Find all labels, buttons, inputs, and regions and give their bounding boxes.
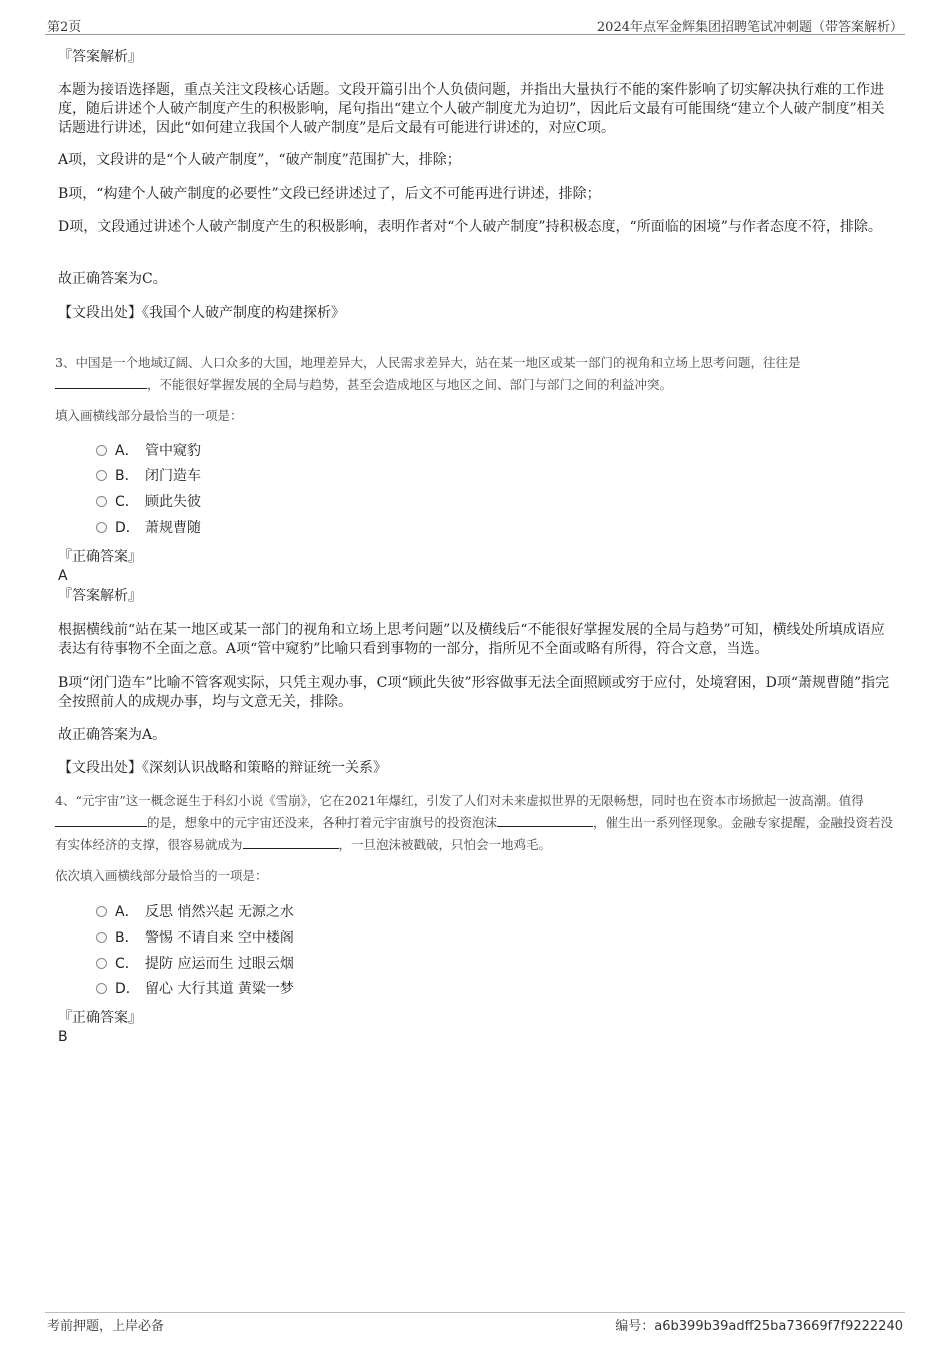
q4-prompt: 依次填入画横线部分最恰当的一项是： [55, 868, 268, 883]
q3-blank [55, 376, 147, 389]
page-number: 第2页 [47, 20, 82, 35]
option-letter: D． [115, 981, 140, 997]
q4-stem [55, 790, 900, 856]
q2-analysis-heading: 『答案解析』 [58, 49, 142, 65]
q3-option-a[interactable] [96, 442, 201, 460]
q3-analysis-heading: 『答案解析』 [58, 588, 142, 604]
option-text: 警惕 不请自来 空中楼阁 [145, 930, 294, 946]
option-text: 闭门造车 [145, 468, 201, 484]
option-text: 留心 大行其道 黄粱一梦 [145, 981, 294, 997]
q4-option-b[interactable] [96, 929, 294, 947]
q3-option-b[interactable] [96, 467, 201, 485]
q2-analysis-paragraph-2: A项，文段讲的是“个人破产制度”，“破产制度”范围扩大，排除； [58, 152, 461, 168]
q2-analysis-paragraph-4: D项，文段通过讲述个人破产制度产生的积极影响，表明作者对“个人破产制度”持积极态度，“所面临的困境”与作者态度不符，排除。 [58, 219, 882, 235]
option-text: 萧规曹随 [145, 520, 201, 536]
option-text: 反思 悄然兴起 无源之水 [145, 904, 294, 920]
page-header [45, 12, 905, 35]
q4-option-a[interactable] [96, 903, 294, 921]
radio-icon[interactable] [96, 958, 107, 969]
q4-answer: B [58, 1029, 68, 1045]
q4-blank-1 [55, 814, 147, 827]
option-letter: C． [115, 956, 139, 972]
radio-icon[interactable] [96, 445, 107, 456]
option-text: 管中窥豹 [145, 443, 201, 459]
document-id: 编号：a6b399b39adff25ba73669f7f9222240 [615, 1319, 903, 1334]
option-text: 提防 应运而生 过眼云烟 [145, 956, 294, 972]
page-footer [45, 1312, 905, 1343]
option-text: 顾此失彼 [145, 494, 201, 510]
q2-analysis-paragraph-3: B项，“构建个人破产制度的必要性”文段已经讲述过了，后文不可能再进行讲述，排除； [58, 186, 601, 202]
q3-analysis-paragraph-2: B项“闭门造车”比喻不管客观实际，只凭主观办事，C项“顾此失彼”形容做事无法全面照顾或穷于应付，处境窘困，D项“萧规曹随”指完全按照前人的成规办事，均与文意无关，排除。 [58, 675, 890, 710]
option-letter: A． [115, 904, 139, 920]
q4-answer-heading: 『正确答案』 [58, 1010, 142, 1026]
q3-analysis-paragraph-1: 根据横线前“站在某一地区或某一部门的视角和立场上思考问题”以及横线后“不能很好掌握发展的全局与趋势”可知，横线处所填成语应表达有待事物不全面之意。A项“管中窥豹”比喻只看到事物的一部分，指所见不全面或略有所得，符合文意，当选。 [58, 622, 885, 657]
q3-stem-part-2: ，不能很好掌握发展的全局与趋势，甚至会造成地区与地区之间、部门与部门之间的利益冲突。 [147, 377, 673, 392]
q4-blank-3 [243, 836, 339, 849]
q4-option-c[interactable] [96, 955, 294, 973]
option-letter: D． [115, 520, 140, 536]
radio-icon[interactable] [96, 522, 107, 533]
radio-icon[interactable] [96, 932, 107, 943]
option-letter: B． [115, 468, 139, 484]
option-letter: B． [115, 930, 139, 946]
q3-conclusion: 故正确答案为A。 [58, 727, 167, 743]
q3-answer-heading: 『正确答案』 [58, 549, 142, 565]
footer-slogan: 考前押题，上岸必备 [47, 1319, 165, 1334]
q4-stem-part-4: ，一旦泡沫被戳破，只怕会一地鸡毛。 [338, 837, 552, 852]
radio-icon[interactable] [96, 470, 107, 481]
q4-stem-part-3: ，催生出一系列怪现象。金融专家提醒，金融投资若没有实体经济的支撑，很容易就成为 [55, 815, 894, 852]
radio-icon[interactable] [96, 906, 107, 917]
radio-icon[interactable] [96, 983, 107, 994]
q4-stem-part-2: 的是，想象中的元宇宙还没来，各种打着元宇宙旗号的投资泡沫 [147, 815, 498, 830]
q2-analysis-paragraph-1: 本题为接语选择题，重点关注文段核心话题。文段开篇引出个人负债问题，并指出大量执行不能的案件影响了切实解决执行难的工作进度，随后讲述个人破产制度产生的积极影响，尾句指出“建立个人破产制度尤为迫切”，因此后文最有可能围绕“建立个人破产制度”相关话题进行讲述，因此“如何建立我国个人破产制度”是后文最有可能进行讲述的，对应C项。 [58, 82, 885, 136]
option-letter: A． [115, 443, 139, 459]
q3-stem [55, 352, 900, 396]
q2-conclusion: 故正确答案为C。 [58, 271, 167, 287]
q3-stem-part-1: 3、中国是一个地域辽阔、人口众多的大国，地理差异大，人民需求差异大，站在某一地区或某一部门的视角和立场上思考问题，往往是 [55, 355, 801, 370]
q2-source: 【文段出处】《我国个人破产制度的构建探析》 [58, 305, 345, 321]
q3-option-c[interactable] [96, 493, 201, 511]
q4-stem-part-1: 4、“元宇宙”这一概念诞生于科幻小说《雪崩》，它在2021年爆红，引发了人们对未来虚拟世界的无限畅想，同时也在资本市场掀起一波高潮。值得 [55, 793, 864, 808]
q3-prompt: 填入画横线部分最恰当的一项是： [55, 408, 243, 423]
q3-answer: A [58, 568, 68, 584]
q3-option-d[interactable] [96, 519, 201, 537]
radio-icon[interactable] [96, 496, 107, 507]
document-title: 2024年点军金辉集团招聘笔试冲刺题（带答案解析） [596, 20, 903, 35]
q4-blank-2 [497, 814, 593, 827]
option-letter: C． [115, 494, 139, 510]
q3-source: 【文段出处】《深刻认识战略和策略的辩证统一关系》 [58, 760, 387, 776]
q4-option-d[interactable] [96, 980, 294, 998]
